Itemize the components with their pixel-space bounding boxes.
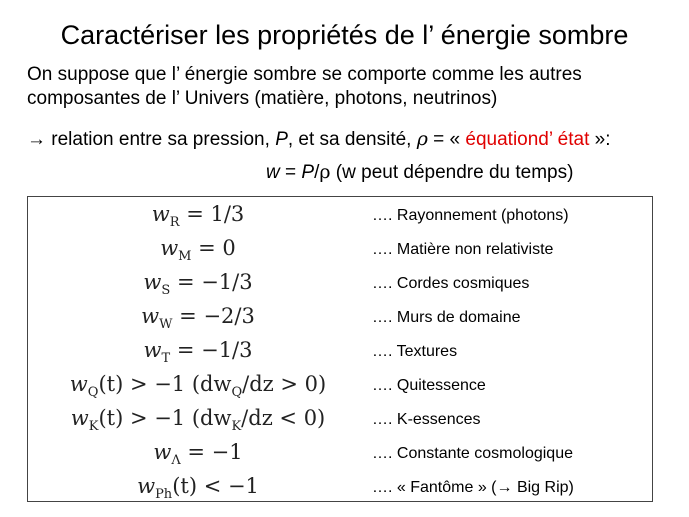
relation-line <box>27 128 611 151</box>
intro-line-2: composantes de l’ Univers (matière, photons, neutrinos) <box>27 88 498 109</box>
formula-P: P <box>301 162 315 183</box>
label-cosmological-constant: …. Constante cosmologique <box>372 445 573 462</box>
equation-textures: $w_T = -1/3$ <box>143 338 253 367</box>
formula-note: (w peut dépendre du temps) <box>330 162 574 183</box>
equation-cosmic-strings: $w_S = -1/3$ <box>143 270 253 299</box>
equation-quintessence: $w_Q(t) > -1$ $(dw_Q/dz > 0)$ <box>69 372 327 401</box>
label-k-essence: …. K-essences <box>372 411 481 428</box>
w-formula <box>266 161 573 184</box>
equation-radiation: $w_R = 1/3$ <box>151 202 245 231</box>
intro-line-1: On suppose que l’ énergie sombre se comporte comme les autres <box>27 64 582 85</box>
label-domain-walls: …. Murs de domaine <box>372 309 521 326</box>
formula-eq: = <box>279 162 302 183</box>
formula-rho: ρ <box>319 161 331 183</box>
label-quintessence: …. Quitessence <box>372 377 486 394</box>
label-phantom: …. « Fantôme » (→ Big Rip) <box>372 479 574 496</box>
equations-box <box>27 196 653 502</box>
label-radiation: …. Rayonnement (photons) <box>372 207 569 224</box>
equation-of-state-highlight: équationd’ état <box>465 129 590 150</box>
label-matter: …. Matière non relativiste <box>372 241 554 258</box>
arrow-icon: → <box>27 129 46 150</box>
equation-k-essence: $w_K(t) > -1$ $(dw_K/dz < 0)$ <box>70 406 326 435</box>
label-cosmic-strings: …. Cordes cosmiques <box>372 275 530 292</box>
equation-phantom: $w_{Ph}(t) < -1$ <box>137 474 259 503</box>
relation-text-end: »: <box>589 129 611 150</box>
relation-text-before: relation entre sa pression, <box>46 129 276 150</box>
formula-slash: / <box>314 162 320 183</box>
relation-text-mid: , et sa densité, <box>287 129 417 150</box>
density-symbol: ρ <box>416 128 428 150</box>
equation-domain-walls: $w_W = -2/3$ <box>141 304 255 333</box>
equation-matter: $w_M = 0$ <box>160 236 236 265</box>
slide-title: Caractériser les propriétés de l’ énergie sombre <box>60 20 629 50</box>
formula-w: w <box>266 162 280 183</box>
label-textures: …. Textures <box>372 343 458 360</box>
pressure-symbol: P <box>275 129 288 150</box>
relation-text-eq: = « <box>427 129 466 150</box>
equation-cosmological-constant: $w_\Lambda = -1$ <box>153 440 243 469</box>
